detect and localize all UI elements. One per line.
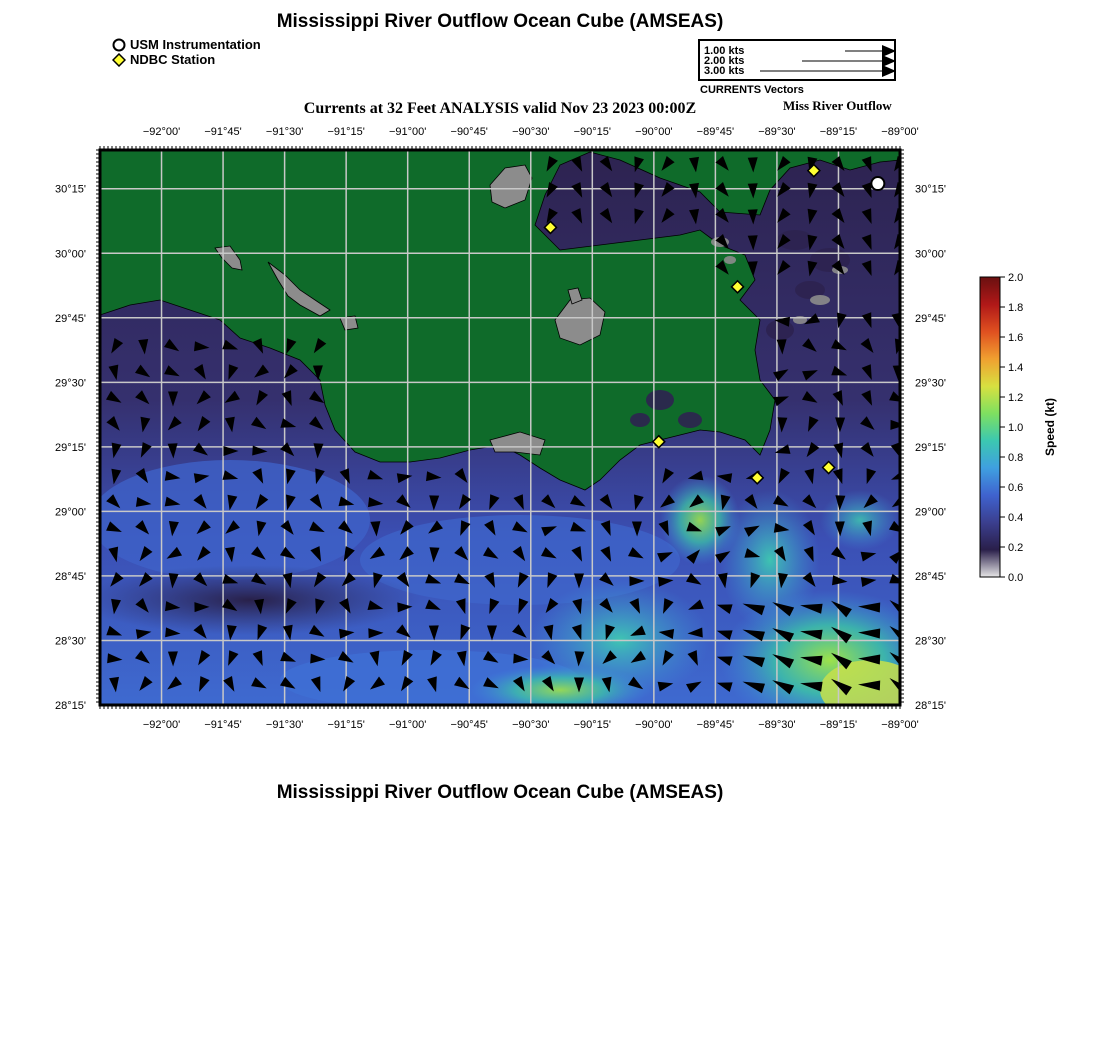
lon-tick-label: −92°00' (142, 126, 181, 138)
lon-tick-label: −90°45' (450, 719, 488, 731)
colorbar-tick-label: 0.8 (1008, 452, 1024, 464)
vector-legend-caption: CURRENTS Vectors (700, 84, 804, 96)
vector-legend-row: 3.00 kts (704, 65, 745, 77)
lat-tick-label: 30°00' (915, 248, 946, 261)
lon-tick-label: −91°00' (388, 126, 427, 138)
lat-tick-label: 29°45' (915, 312, 946, 325)
lat-tick-label: 28°45' (55, 570, 86, 583)
lon-tick-label: −90°30' (512, 719, 550, 731)
speed-colorbar (970, 268, 1040, 588)
lon-labels-bottom (143, 719, 919, 731)
lat-tick-label: 29°45' (55, 312, 86, 325)
lon-tick-label: −89°00' (881, 126, 919, 138)
lon-tick-label: −89°30' (758, 126, 796, 138)
lon-tick-label: −90°30' (512, 126, 550, 138)
vector-legend-row: 1.00 kts (704, 45, 745, 57)
region-tag: Miss River Outflow (783, 98, 892, 113)
lat-tick-label: 29°30' (55, 377, 86, 390)
lon-tick-label: −92°00' (142, 719, 181, 731)
lat-tick-label: 28°30' (915, 635, 946, 648)
colorbar-ramp (980, 277, 1000, 577)
map-title: Mississippi River Outflow Ocean Cube (AMSEAS) (276, 11, 724, 32)
colorbar-tick-label: 0.6 (1008, 482, 1024, 494)
lat-tick-label: 28°45' (915, 570, 946, 583)
lon-tick-label: −91°30' (265, 126, 304, 138)
lon-tick-label: −91°15' (327, 126, 365, 138)
footer-title: Mississippi River Outflow Ocean Cube (AMSEAS) (276, 782, 724, 803)
lat-tick-label: 29°00' (55, 506, 86, 519)
colorbar-ticks (1000, 272, 1023, 584)
lon-tick-label: −90°00' (635, 126, 673, 138)
lat-tick-label: 30°15' (915, 183, 946, 196)
colorbar-tick-label: 1.2 (1008, 392, 1024, 404)
lon-tick-label: −89°15' (819, 126, 858, 138)
colorbar-tick-label: 0.0 (1008, 572, 1024, 584)
usm-instrument-marker[interactable] (871, 177, 884, 190)
lat-tick-label: 29°15' (55, 441, 86, 454)
lon-labels-top (143, 126, 919, 138)
colorbar-tick-label: 1.0 (1008, 422, 1024, 434)
lon-tick-label: −91°45' (204, 719, 242, 731)
colorbar-tick-label: 1.8 (1008, 302, 1024, 314)
lon-tick-label: −89°45' (696, 719, 735, 731)
lat-tick-label: 29°00' (915, 506, 946, 519)
lon-tick-label: −91°00' (388, 719, 427, 731)
lon-tick-label: −91°45' (204, 126, 242, 138)
lon-tick-label: −89°30' (758, 719, 796, 731)
lat-tick-label: 28°15' (915, 700, 946, 712)
colorbar-tick-label: 2.0 (1008, 272, 1024, 284)
lat-tick-label: 28°15' (55, 700, 86, 712)
lat-tick-label: 30°00' (55, 248, 86, 261)
lon-tick-label: −89°00' (881, 719, 919, 731)
lat-tick-label: 28°30' (55, 635, 86, 648)
colorbar-tick-label: 1.4 (1008, 362, 1024, 374)
colorbar-title: Speed (kt) (1043, 398, 1057, 457)
lon-tick-label: −89°45' (696, 126, 735, 138)
colorbar-tick-label: 0.4 (1008, 512, 1024, 524)
map-subtitle: Currents at 32 Feet ANALYSIS valid Nov 23 2023 00:00Z (303, 100, 697, 117)
lon-tick-label: −90°15' (573, 126, 612, 138)
lon-tick-label: −91°30' (265, 719, 304, 731)
vector-legend-row: 2.00 kts (704, 55, 745, 67)
lon-tick-label: −91°15' (327, 719, 365, 731)
lon-tick-label: −90°45' (450, 126, 488, 138)
lat-tick-label: 29°30' (915, 377, 946, 390)
lon-tick-label: −90°15' (573, 719, 612, 731)
map-field (80, 150, 940, 730)
lon-tick-label: −90°00' (635, 719, 673, 731)
lat-labels-left (55, 184, 86, 712)
legend-ndbc-label: NDBC Station (130, 52, 216, 67)
lat-tick-label: 29°15' (915, 441, 946, 454)
lat-tick-label: 30°15' (55, 183, 86, 196)
colorbar-tick-label: 1.6 (1008, 332, 1024, 344)
legend-usm-label: USM Instrumentation (130, 37, 261, 52)
colorbar-tick-label: 0.2 (1008, 542, 1024, 554)
lon-tick-label: −89°15' (819, 719, 858, 731)
lat-labels-right (915, 184, 946, 712)
